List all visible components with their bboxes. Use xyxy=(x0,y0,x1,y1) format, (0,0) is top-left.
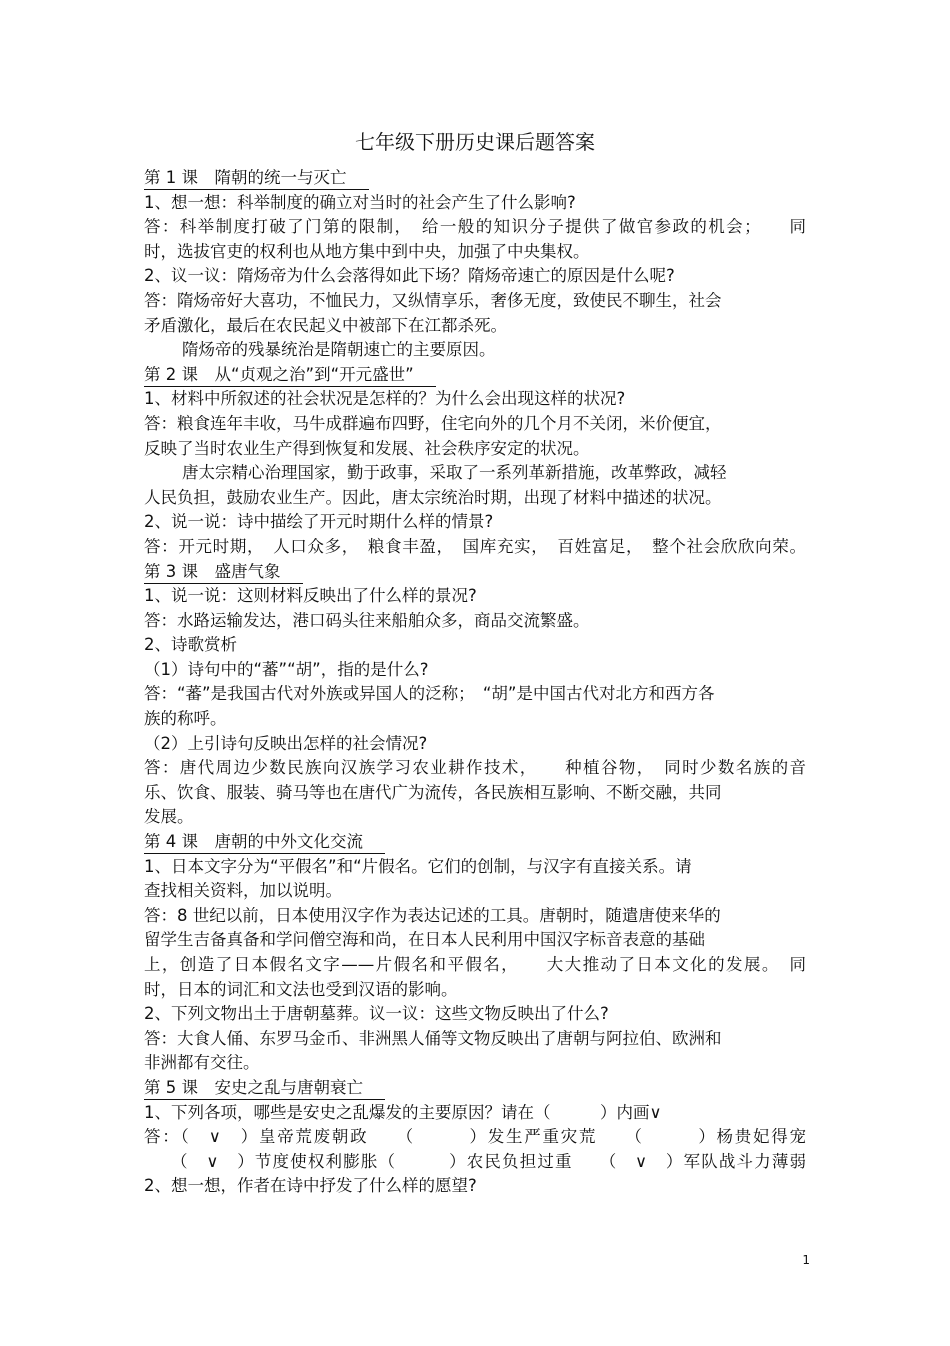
answer-line: 答：8 世纪以前，日本使用汉字作为表达记述的工具。唐朝时，随遣唐使来华的 xyxy=(144,905,721,925)
answer-line: 答：隋炀帝好大喜功，不恤民力，又纵情享乐，奢侈无度，致使民不聊生，社会 xyxy=(144,290,722,310)
lesson-heading: 第 4 课 唐朝的中外文化交流 xyxy=(144,831,385,854)
answer-line: 留学生吉备真备和学问僧空海和尚，在日本人民利用中国汉字标音表意的基础 xyxy=(144,930,705,950)
lesson-heading: 第 5 课 安史之乱与唐朝衰亡 xyxy=(144,1077,385,1100)
question-line: 1、想一想：科举制度的确立对当时的社会产生了什么影响? xyxy=(144,192,576,212)
answer-line: 答：水路运输发达，港口码头往来船舶众多，商品交流繁盛。 xyxy=(144,610,590,630)
answer-line: 人民负担，鼓励农业生产。因此，唐太宗统治时期，出现了材料中描述的状况。 xyxy=(144,487,722,507)
lesson-heading-row xyxy=(144,560,806,585)
lesson-heading: 第 2 课 从“贞观之治”到“开元盛世” xyxy=(144,364,436,387)
answer-line: 唐太宗精心治理国家，勤于政事，采取了一系列革新措施，改革弊政，减轻 xyxy=(182,463,727,483)
lesson-heading-row xyxy=(144,1076,806,1101)
answer-line: 时，选拔官吏的权利也从地方集中到中央，加强了中央集权。 xyxy=(144,241,590,261)
answer-line: 隋炀帝的残暴统治是隋朝速亡的主要原因。 xyxy=(182,340,496,360)
document-body xyxy=(144,166,806,1199)
answer-line: 答：粮食连年丰收，马牛成群遍布四野，住宅向外的几个月不关闭，米价便宜， xyxy=(144,413,722,433)
answer-line: 发展。 xyxy=(144,807,194,827)
question-line: 1、说一说：这则材料反映出了什么样的景况? xyxy=(144,586,477,606)
question-line: （1）诗句中的“蕃”“胡”，指的是什么? xyxy=(144,659,429,679)
lesson-heading-row xyxy=(144,830,806,855)
question-line: 2、诗歌赏析 xyxy=(144,635,237,655)
lesson-heading-row xyxy=(144,363,806,388)
answer-line: 答：科举制度打破了门第的限制， 给一般的知识分子提供了做官参政的机会； 同 xyxy=(144,217,806,237)
question-line: （2）上引诗句反映出怎样的社会情况? xyxy=(144,733,428,753)
question-line: 1、材料中所叙述的社会状况是怎样的？为什么会出现这样的状况? xyxy=(144,389,626,409)
question-line: 1、日本文字分为“平假名”和“片假名。它们的创制，与汉字有直接关系。请 xyxy=(144,856,692,876)
lesson-heading-row xyxy=(144,166,806,191)
page-number: 1 xyxy=(802,1253,810,1267)
answer-line: 查找相关资料，加以说明。 xyxy=(144,881,342,901)
answer-line: 上，创造了日本假名文字——片假名和平假名， 大大推动了日本文化的发展。 同 xyxy=(144,955,806,974)
answer-line: 答：（ ∨ ）皇帝荒废朝政 （ ）发生严重灾荒 （ ）杨贵妃得宠 xyxy=(144,1127,806,1147)
answer-line: 非洲都有交往。 xyxy=(144,1053,260,1073)
answer-line: 反映了当时农业生产得到恢复和发展、社会秩序安定的状况。 xyxy=(144,438,590,458)
question-line: 1、下列各项，哪些是安史之乱爆发的主要原因？请在（ ）内画∨ xyxy=(144,1102,662,1122)
answer-line: 族的称呼。 xyxy=(144,709,227,729)
answer-line: 时，日本的词汇和文法也受到汉语的影响。 xyxy=(144,979,458,999)
question-line: 2、议一议：隋炀帝为什么会落得如此下场？隋炀帝速亡的原因是什么呢? xyxy=(144,266,675,286)
answer-line: 答：大食人俑、东罗马金币、非洲黑人俑等文物反映出了唐朝与阿拉伯、欧洲和 xyxy=(144,1028,722,1048)
question-line: 2、下列文物出土于唐朝墓葬。议一议：这些文物反映出了什么? xyxy=(144,1004,609,1024)
question-line: 2、想一想，作者在诗中抒发了什么样的愿望? xyxy=(144,1176,477,1196)
answer-line: 答：唐代周边少数民族向汉族学习农业耕作技术， 种植谷物， 同时少数名族的音 xyxy=(144,758,806,778)
lesson-heading: 第 1 课 隋朝的统一与灭亡 xyxy=(144,167,369,190)
answer-line: 乐、饮食、服装、骑马等也在唐代广为流传，各民族相互影响、不断交融，共同 xyxy=(144,782,722,802)
answer-line: 答：开元时期， 人口众多， 粮食丰盈， 国库充实， 百姓富足， 整个社会欣欣向荣。 xyxy=(144,536,806,556)
answer-line: （ ∨ ）节度使权利膨胀（ ）农民负担过重 （ ∨ ）军队战斗力薄弱 xyxy=(144,1151,806,1171)
lesson-heading: 第 3 课 盛唐气象 xyxy=(144,561,303,584)
question-line: 2、说一说：诗中描绘了开元时期什么样的情景? xyxy=(144,512,494,532)
answer-line: 矛盾激化，最后在农民起义中被部下在江都杀死。 xyxy=(144,315,507,335)
document-title: 七年级下册历史课后题答案 xyxy=(355,130,595,154)
answer-line: 答：“蕃”是我国古代对外族或异国人的泛称； “胡”是中国古代对北方和西方各 xyxy=(144,684,715,704)
